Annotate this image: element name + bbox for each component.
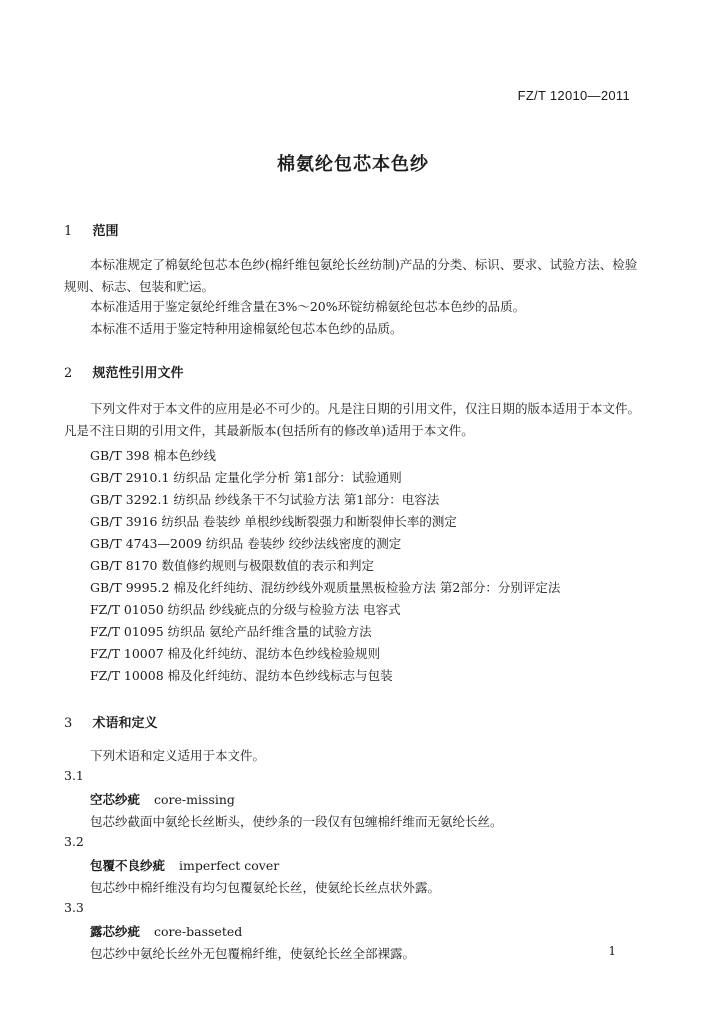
reference-item: GB/T 8170 数值修约规则与极限数值的表示和判定: [90, 558, 374, 573]
scope-paragraph-2: 本标准适用于鉴定氨纶纤维含量在3%～20%环锭纺棉氨纶包芯本色纱的品质。: [90, 299, 526, 314]
section-heading-normative-references: [64, 362, 184, 381]
scope-paragraph-1: 本标准规定了棉氨纶包芯本色纱(棉纤维包氨纶长丝纺制)产品的分类、标识、要求、试验方法、检验规则、标志、包装和贮运。: [64, 257, 638, 294]
section-number: 1: [64, 224, 73, 239]
term-number: 3.1: [64, 768, 84, 783]
reference-item: GB/T 3292.1 纺织品 纱线条干不匀试验方法 第1部分：电容法: [90, 492, 440, 507]
section-heading-terms-definitions: [64, 712, 158, 731]
section-number: 2: [64, 366, 73, 381]
term-english: core-basseted: [154, 924, 243, 939]
term-number: 3.3: [64, 900, 84, 915]
terms-intro: 下列术语和定义适用于本文件。: [90, 748, 266, 763]
reference-item: GB/T 9995.2 棉及化纤纯纺、混纺纱线外观质量黑板检验方法 第2部分：分别评定法: [90, 580, 561, 595]
term-english: imperfect cover: [179, 858, 280, 873]
term-chinese: 露芯纱疵: [90, 924, 141, 939]
document-title: 棉氨纶包芯本色纱: [277, 154, 429, 175]
reference-item: GB/T 4743—2009 纺织品 卷装纱 绞纱法线密度的测定: [90, 536, 402, 551]
term-chinese: 包覆不良纱疵: [90, 858, 166, 873]
term-heading: [90, 856, 279, 874]
reference-item: GB/T 3916 纺织品 卷装纱 单根纱线断裂强力和断裂伸长率的测定: [90, 514, 457, 529]
term-heading: [90, 790, 235, 808]
reference-item: GB/T 2910.1 纺织品 定量化学分析 第1部分：试验通则: [90, 470, 402, 485]
standard-code: FZ/T 12010—2011: [517, 88, 630, 103]
term-definition: 包芯纱中氨纶长丝外无包覆棉纤维，使氨纶长丝全部裸露。: [90, 946, 416, 961]
reference-item: FZ/T 01095 纺织品 氨纶产品纤维含量的试验方法: [90, 624, 372, 639]
reference-item: FZ/T 10008 棉及化纤纯纺、混纺本色纱线标志与包装: [90, 668, 393, 683]
term-chinese: 空芯纱疵: [90, 792, 141, 807]
section-title: 范围: [92, 224, 119, 239]
term-heading: [90, 922, 242, 940]
term-definition: 包芯纱中棉纤维没有均匀包覆氨纶长丝，使氨纶长丝点状外露。: [90, 880, 441, 895]
term-english: core-missing: [154, 792, 235, 807]
reference-item: FZ/T 01050 纺织品 纱线疵点的分级与检验方法 电容式: [90, 602, 401, 617]
reference-item: FZ/T 10007 棉及化纤纯纺、混纺本色纱线检验规则: [90, 646, 381, 661]
references-intro: 下列文件对于本文件的应用是必不可少的。凡是注日期的引用文件，仅注日期的版本适用于本文件。凡是不注日期的引用文件，其最新版本(包括所有的修改单)适用于本文件。: [64, 401, 641, 438]
section-number: 3: [64, 716, 73, 731]
page-number: 1: [608, 944, 616, 958]
section-title: 术语和定义: [92, 716, 158, 731]
term-number: 3.2: [64, 834, 84, 849]
scope-paragraph-3: 本标准不适用于鉴定特种用途棉氨纶包芯本色纱的品质。: [90, 321, 403, 336]
section-heading-scope: [64, 220, 119, 239]
section-title: 规范性引用文件: [92, 366, 184, 381]
reference-item: GB/T 398 棉本色纱线: [90, 448, 217, 463]
term-definition: 包芯纱截面中氨纶长丝断头，使纱条的一段仅有包缠棉纤维而无氨纶长丝。: [90, 814, 503, 829]
